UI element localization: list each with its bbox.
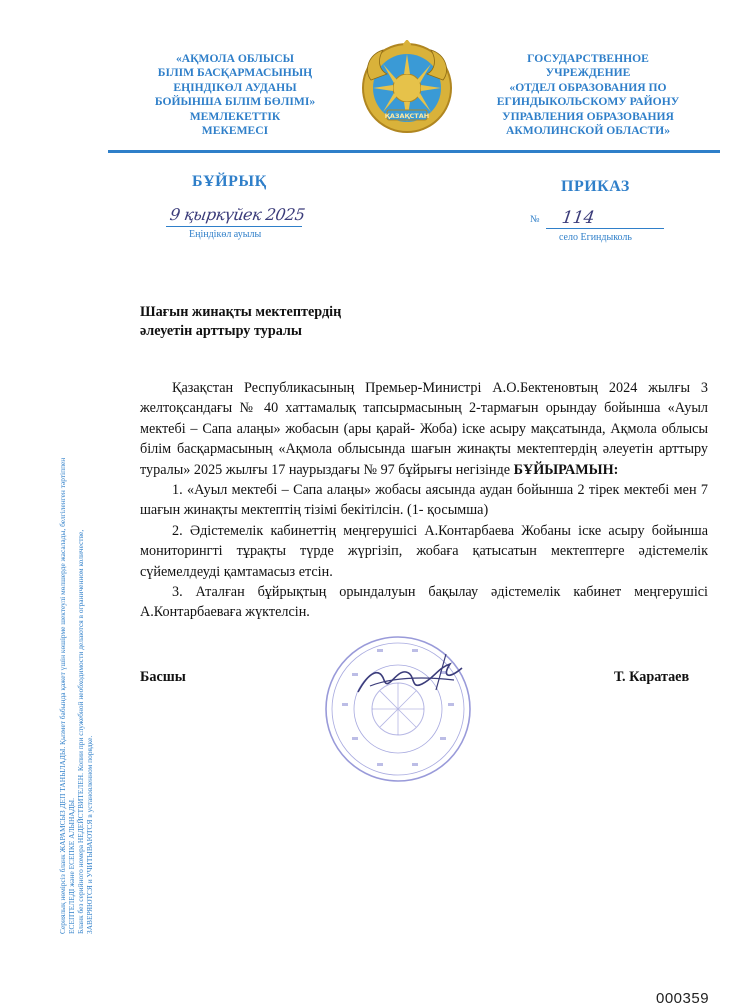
signatory-name: Т. Каратаев bbox=[614, 669, 690, 685]
org-kz-line: БІЛІМ БАСҚАРМАСЫНЫҢ bbox=[157, 66, 313, 80]
preamble-paragraph bbox=[140, 378, 708, 480]
side-note-line: Бланк без серийного номера НЕДЕЙСТВИТЕЛЕН. Копии при служебной необходимости делаются в ограниченном количестве, bbox=[76, 529, 85, 934]
signatory-title: Басшы bbox=[140, 669, 186, 685]
side-note-line: ЕСЕПТЕЛЕДІ және ЕСЕПКЕ АЛЫНАДЫ. bbox=[67, 798, 76, 934]
document-subject bbox=[140, 303, 341, 341]
org-kz-line: МЕКЕМЕСІ bbox=[201, 124, 269, 138]
org-ru-line: УПРАВЛЕНИЯ ОБРАЗОВАНИЯ bbox=[502, 109, 674, 123]
org-ru-line: «ОТДЕЛ ОБРАЗОВАНИЯ ПО bbox=[509, 80, 667, 94]
place-kz: Еңіндікөл ауылы bbox=[189, 229, 262, 240]
order-word: БҰЙЫРАМЫН: bbox=[513, 461, 619, 478]
doc-title-kz: БҰЙРЫҚ bbox=[192, 173, 267, 190]
subject-line: Шағын жинақты мектептердің bbox=[140, 304, 342, 320]
preamble-text: Қазақстан Республикасының Премьер-Министрі А.О.Бектеновтың 2024 жылғы 3 желтоқсандағы № 40 хаттамалық тапсырмасының 2-тармағын орындау бойынша «Ауыл мектебі – Сапа алаңы» жобасын (ары қарай- Жоба) іске асыру мақсатында, Ақмола облысы білім басқармасының «Ақмола облысында шағын жинақты мектептердің әлеуетін арттыру туралы» 2025 жылғы 17 наурыздағы № 97 бұйрығы негізінде bbox=[140, 380, 708, 478]
side-note-line: Сериялық нөмірсіз бланк ЖАРАМСЫЗ ДЕП ТАНЫЛАДЫ. Қызмет бабында қажет үшін көшірме шектеулі мөлшерде жасалады, белгіленген тәртіппен bbox=[58, 457, 67, 934]
side-note-line: ЗАВЕРЯЮТСЯ и УЧИТЫВАЮТСЯ в установленном порядке. bbox=[85, 735, 94, 934]
org-kz-line: МЕМЛЕКЕТТІК bbox=[189, 109, 281, 123]
org-name-ru bbox=[478, 52, 698, 138]
place-ru: село Егиндыколь bbox=[559, 232, 632, 243]
org-kz-line: «АҚМОЛА ОБЛЫСЫ bbox=[175, 52, 295, 65]
org-ru-line: УЧРЕЖДЕНИЕ bbox=[545, 66, 631, 80]
order-item-1: 1. «Ауыл мектебі – Сапа алаңы» жобасы аясында аудан бойынша 2 тірек мектебі мен 7 шағын жинақты мектептің тізімі бекітілсін. (1- қосымша) bbox=[140, 482, 708, 519]
order-item-3: 3. Аталған бұйрықтың орындалуын бақылау әдістемелік кабинет меңгерушісі А.Контарбаеваға жүктелсін. bbox=[140, 584, 708, 621]
number-label: № bbox=[530, 214, 540, 225]
order-item-2: 2. Әдістемелік кабинеттің меңгерушісі А.Контарбаева Жобаны іске асыру бойынша мониторингті тұрақты түрде жүргізіп, жобаға қатысатын мектептерге әдістемелік сүйемелдеуді қамтамасыз етсін. bbox=[140, 522, 708, 580]
number-underline bbox=[546, 228, 664, 229]
org-ru-line: ЕГИНДЫКОЛЬСКОМУ РАЙОНУ bbox=[496, 95, 680, 109]
state-emblem-icon bbox=[359, 40, 455, 136]
subject-line: әлеуетін арттыру туралы bbox=[140, 323, 302, 339]
emblem-label: ҚАЗАҚСТАН bbox=[384, 112, 430, 120]
org-ru-line: ГОСУДАРСТВЕННОЕ bbox=[527, 52, 649, 65]
org-name-kz bbox=[132, 52, 338, 138]
blank-security-note bbox=[58, 334, 94, 934]
doc-title-ru: ПРИКАЗ bbox=[561, 178, 630, 195]
handwritten-signature-icon bbox=[350, 650, 470, 710]
handwritten-number: 114 bbox=[560, 208, 596, 228]
org-kz-line: ЕҢІНДІКӨЛ АУДАНЫ bbox=[173, 80, 297, 94]
org-kz-line: БОЙЫНША БІЛІМ БӨЛІМІ» bbox=[154, 95, 316, 109]
document-body bbox=[140, 378, 708, 623]
date-underline bbox=[166, 226, 302, 227]
org-ru-line: АКМОЛИНСКОЙ ОБЛАСТИ» bbox=[505, 124, 670, 138]
header-divider bbox=[108, 150, 720, 153]
handwritten-date: 9 қыркүйек 2025 bbox=[168, 205, 306, 224]
page-serial-number: 000359 bbox=[656, 990, 710, 1007]
